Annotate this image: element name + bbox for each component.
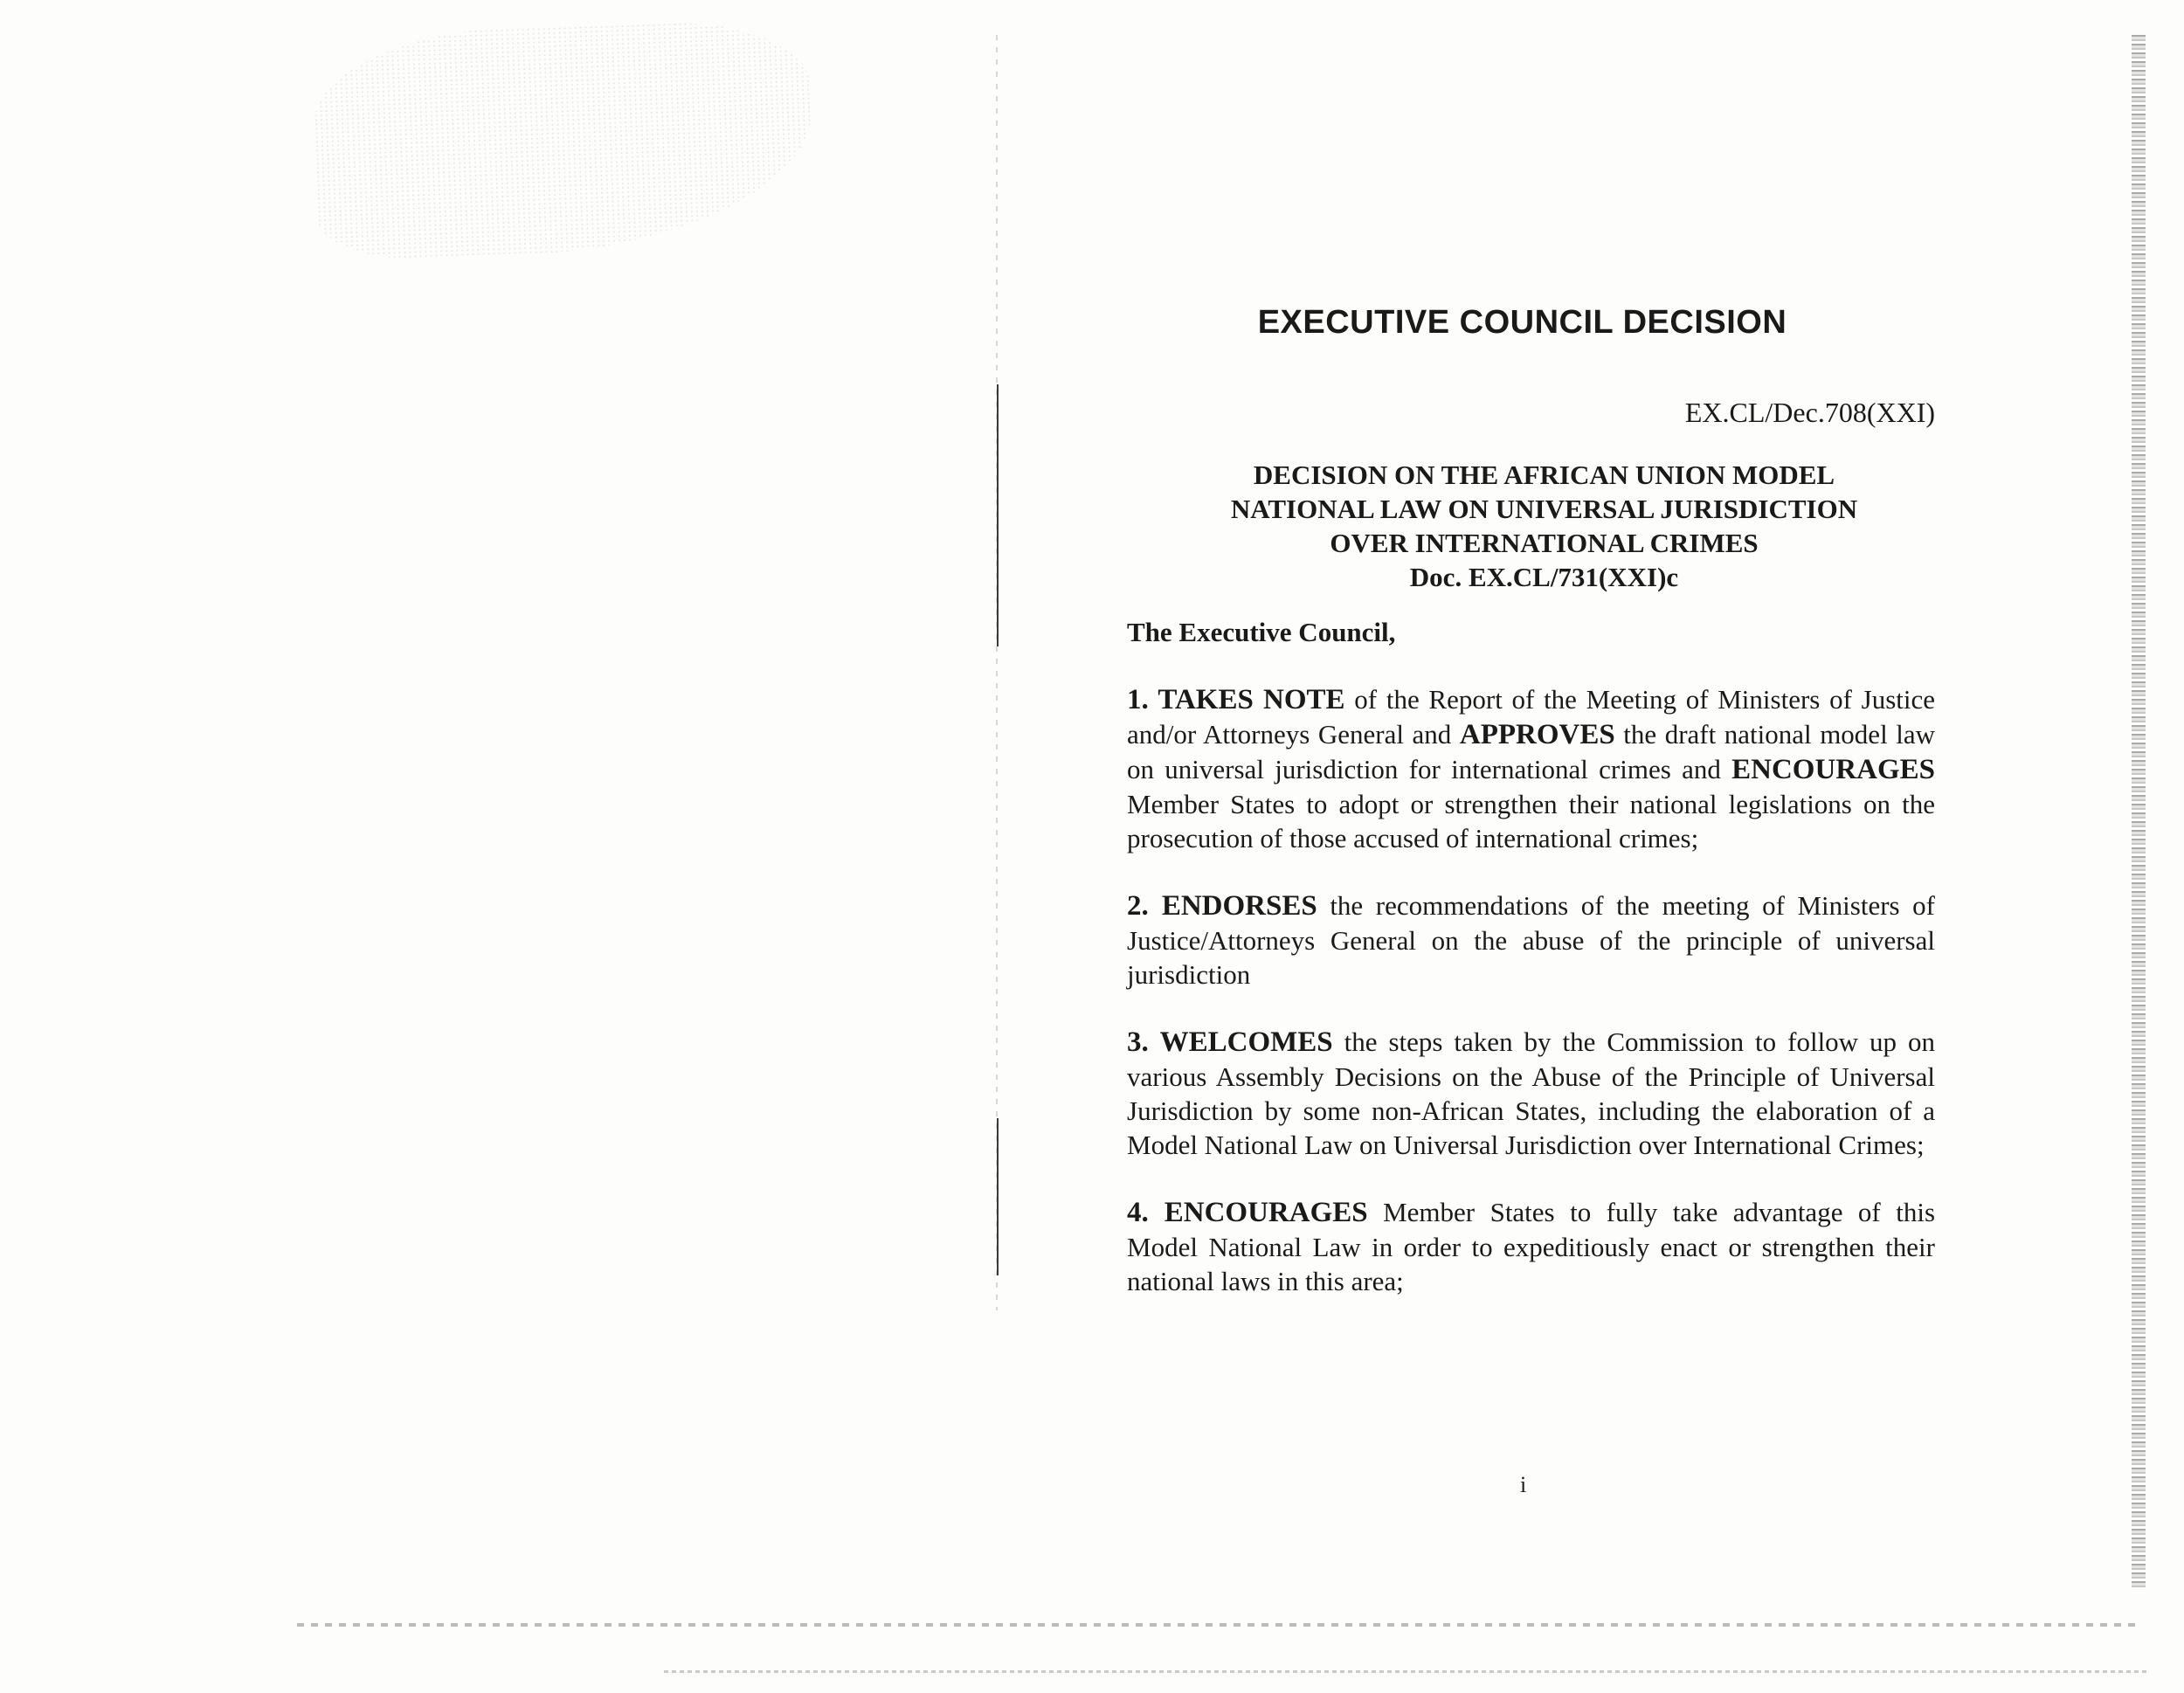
decision-doc-reference: Doc. EX.CL/731(XXI)c bbox=[1409, 562, 1679, 592]
paragraph-text: the recommendations of the meeting of Ministers of Justice/Attorneys General on the abuse of the principle of universal jurisdiction bbox=[1127, 890, 1936, 990]
decision-paragraph-1 bbox=[1127, 682, 1935, 855]
page-bottom-edge bbox=[297, 1623, 2140, 1627]
decision-title bbox=[1153, 458, 1935, 594]
document-heading: EXECUTIVE COUNCIL DECISION bbox=[1257, 304, 1787, 341]
operative-verb: APPROVES bbox=[1459, 719, 1615, 750]
decision-paragraph-3 bbox=[1127, 1025, 1935, 1162]
paragraph-text: the steps taken by the Commission to follow up on various Assembly Decisions on the Abuse of the Principle of Universal Jurisdiction by some non-African States, including the elaboration of a Model National Law on Universal Jurisdiction over International Crimes; bbox=[1127, 1026, 1935, 1160]
operative-verb: TAKES NOTE bbox=[1158, 684, 1345, 715]
paragraph-text: Member States to adopt or strengthen their national legislations on the prosecution of those accused of international crimes; bbox=[1127, 789, 1935, 853]
decision-document bbox=[1127, 288, 1935, 1298]
operative-verb: ENDORSES bbox=[1161, 890, 1317, 922]
decision-reference: EX.CL/Dec.708(XXI) bbox=[1684, 397, 1935, 428]
page-number: i bbox=[1520, 1472, 1527, 1497]
fold-mark-lower bbox=[997, 1118, 999, 1275]
page-bottom-edge-lower bbox=[664, 1670, 2149, 1673]
decision-paragraph-4 bbox=[1127, 1195, 1935, 1298]
page-right-edge bbox=[2132, 35, 2146, 1590]
operative-verb: WELCOMES bbox=[1159, 1026, 1333, 1058]
paragraph-number: 1. bbox=[1127, 684, 1158, 715]
paragraph-number: 3. bbox=[1127, 1026, 1160, 1058]
decision-title-line: OVER INTERNATIONAL CRIMES bbox=[1330, 528, 1759, 558]
fold-mark-upper bbox=[997, 384, 999, 646]
preamble: The Executive Council, bbox=[1127, 617, 1396, 647]
paragraph-text: of the Report of the Meeting of Ministers of Justice and/or Attorneys General and bbox=[1127, 684, 1936, 750]
paragraph-text: Member States to fully take advantage of this Model National Law in order to expeditiously enact or strengthen their national laws in this area; bbox=[1127, 1197, 1936, 1296]
paragraph-number: 4. bbox=[1127, 1197, 1165, 1228]
operative-verb: ENCOURAGES bbox=[1731, 754, 1935, 785]
decision-title-line: DECISION ON THE AFRICAN UNION MODEL bbox=[1253, 460, 1835, 490]
decision-paragraph-2 bbox=[1127, 888, 1935, 992]
decision-title-line: NATIONAL LAW ON UNIVERSAL JURISDICTION bbox=[1230, 494, 1858, 524]
paragraph-number: 2. bbox=[1127, 890, 1162, 922]
scan-speckle-area bbox=[311, 17, 817, 262]
decision-paragraphs bbox=[1127, 682, 1935, 1298]
paragraph-text: the draft national model law on universal jurisdiction for international crimes and bbox=[1127, 719, 1935, 784]
operative-verb: ENCOURAGES bbox=[1164, 1197, 1368, 1228]
